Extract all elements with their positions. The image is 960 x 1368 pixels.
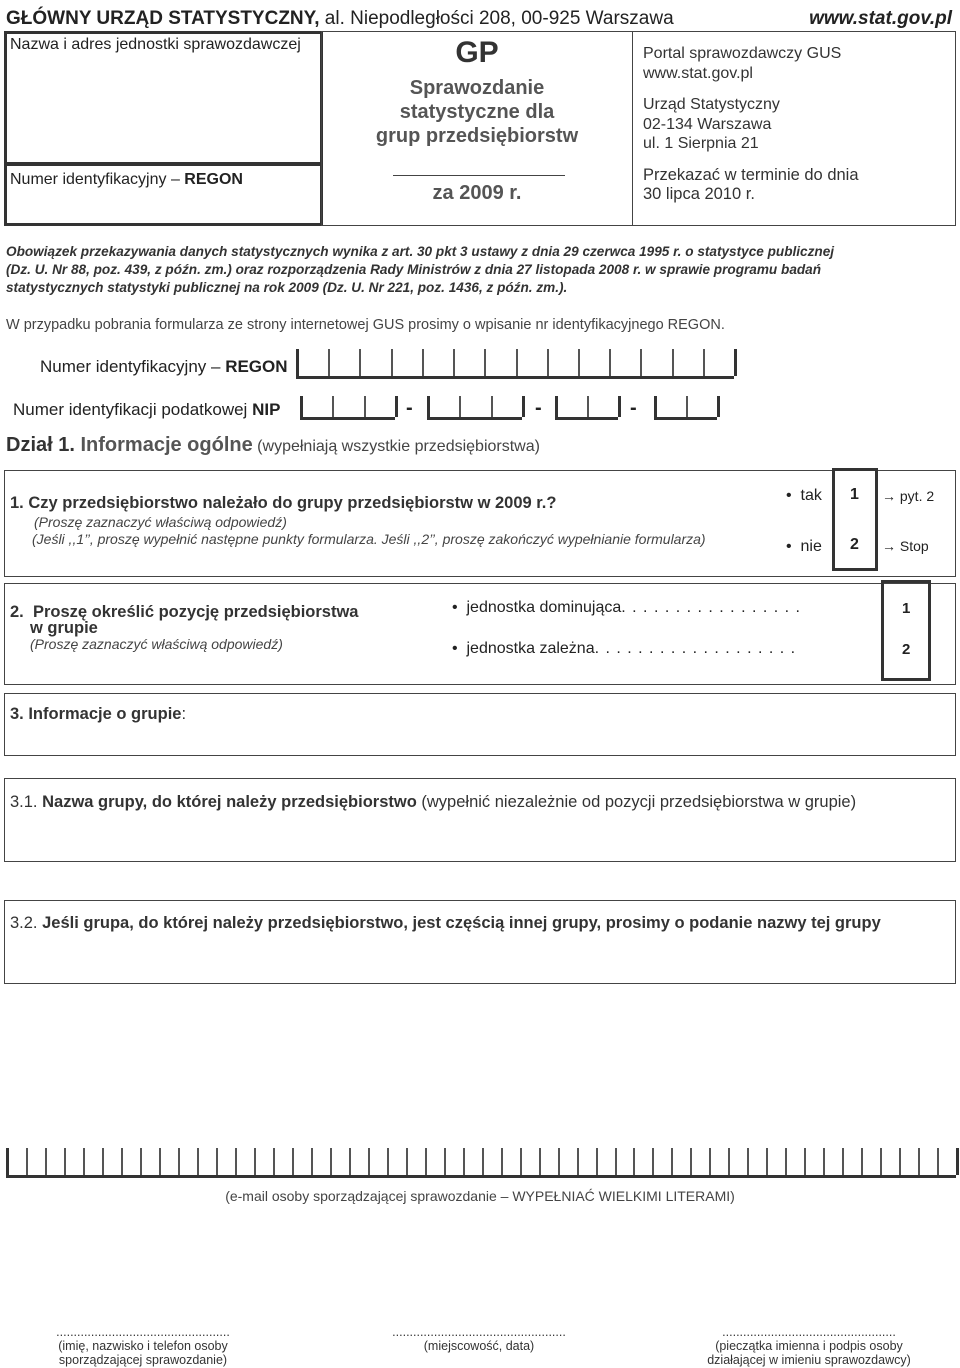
q1-opt1-next <box>882 488 934 504</box>
email-cell <box>785 1148 804 1175</box>
regon-notice: W przypadku pobrania formularza ze strony internetowej GUS prosimy o wpisanie nr identyfikacyjnego REGON. <box>6 317 725 333</box>
q3-title <box>10 705 186 724</box>
email-cell <box>577 1148 596 1175</box>
email-caption: (e-mail osoby sporządzającej sprawozdanie – WYPEŁNIAĆ WIELKIMI LITERAMI) <box>225 1188 735 1204</box>
email-cell <box>45 1148 64 1175</box>
header-office-line <box>6 8 674 30</box>
email-cell <box>823 1148 842 1175</box>
nip-cell <box>555 396 587 417</box>
regon-cell <box>547 349 578 376</box>
header-address: al. Niepodległości 208, 00-925 Warszawa <box>319 8 674 29</box>
q2-opt1-label: jednostka dominująca <box>466 599 622 616</box>
title-divider <box>393 175 565 176</box>
q1-answer-box[interactable] <box>832 468 878 571</box>
email-cell <box>880 1148 899 1175</box>
q1-opt1-code: 1 <box>850 486 859 503</box>
email-cell <box>520 1148 539 1175</box>
section-note: (wypełniają wszystkie przedsiębiorstwa) <box>252 438 540 455</box>
email-cell <box>728 1148 747 1175</box>
legal-line2: (Dz. U. Nr 88, poz. 439, z późn. zm.) oraz rozporządzenia Rady Ministrów z dnia 27 listopada 2008 r. w sprawie programu badań <box>6 262 822 277</box>
q1-opt2-label: nie <box>800 538 822 555</box>
regon-cell <box>359 349 390 376</box>
email-cell <box>235 1148 254 1175</box>
q2-title-line2: w grupie <box>30 619 98 637</box>
arrow-right-icon: → <box>882 488 896 504</box>
email-cell <box>102 1148 121 1175</box>
email-cell <box>197 1148 216 1175</box>
email-cell <box>501 1148 520 1175</box>
regon-cell <box>578 349 609 376</box>
q1-opt2-next-label: Stop <box>899 538 929 554</box>
regon-cell <box>328 349 359 376</box>
regon-row-label <box>40 357 288 377</box>
q31-box[interactable] <box>4 778 956 862</box>
nip-row-prefix: Numer identyfikacji podatkowej <box>13 400 253 419</box>
q1-opt2 <box>786 538 822 556</box>
email-cell <box>861 1148 880 1175</box>
email-cell <box>406 1148 425 1175</box>
form-period: za 2009 r. <box>432 182 522 204</box>
regon-cell <box>484 349 515 376</box>
regon-cell <box>703 349 734 376</box>
q32-title <box>10 914 881 933</box>
signature-rep-dots[interactable]: .................................................. <box>722 1325 896 1339</box>
nip-cell <box>459 396 490 417</box>
q32-num: 3.2. <box>10 914 43 932</box>
form-title <box>321 76 633 148</box>
regon-cell <box>422 349 453 376</box>
q31-num: 3.1. <box>10 793 43 811</box>
header-website: www.stat.gov.pl <box>809 8 952 29</box>
email-cell <box>899 1148 918 1175</box>
nip-dash: - <box>535 397 542 419</box>
email-cell <box>539 1148 558 1175</box>
signature-rep-caption1: (pieczątka imienna i podpis osoby <box>715 1339 903 1353</box>
q1-opt1-next-label: pyt. 2 <box>899 488 935 504</box>
q2-opt1-dots: . . . . . . . . . . . . . . . . . <box>621 599 801 616</box>
q3-title-text: 3. Informacje o grupie <box>10 705 182 723</box>
portal-info <box>643 44 859 205</box>
signature-representative <box>676 1325 942 1367</box>
nip-cell <box>491 396 522 417</box>
nip-cell <box>332 396 363 417</box>
nip-input-group4[interactable] <box>654 396 717 420</box>
portal-line3: Urząd Statystyczny <box>643 96 780 113</box>
email-cell <box>747 1148 766 1175</box>
q1-opt1-label: tak <box>800 487 822 504</box>
email-cell <box>709 1148 728 1175</box>
regon-cell <box>391 349 422 376</box>
nip-cell <box>300 396 332 417</box>
portal-line2: www.stat.gov.pl <box>643 64 753 82</box>
q1-opt2-code: 2 <box>850 536 859 553</box>
email-cell <box>83 1148 102 1175</box>
header-office: GŁÓWNY URZĄD STATYSTYCZNY, <box>6 8 320 29</box>
bullet-icon: • <box>452 599 458 616</box>
nip-row-bold: NIP <box>252 400 281 419</box>
email-cell <box>766 1148 785 1175</box>
regon-row-bold: REGON <box>225 357 288 376</box>
form-title-line2: statystyczne dla <box>399 101 555 123</box>
signature-place-dots[interactable]: .................................................. <box>392 1325 566 1339</box>
nip-input-group1[interactable] <box>300 396 395 420</box>
regon-cell <box>609 349 640 376</box>
q1-opt2-next <box>882 538 929 554</box>
unit-regon-label <box>10 171 243 189</box>
q31-note: (wypełnić niezależnie od pozycji przedsiębiorstwa w grupie) <box>416 793 857 811</box>
bullet-icon: • <box>786 487 792 504</box>
email-cell <box>671 1148 690 1175</box>
email-cell <box>292 1148 311 1175</box>
email-input[interactable] <box>6 1148 956 1178</box>
nip-dash: - <box>630 397 637 419</box>
regon-input[interactable] <box>296 349 734 379</box>
unit-regon-prefix: Numer identyfikacyjny – <box>10 171 185 188</box>
form-title-line1: Sprawozdanie <box>409 77 545 99</box>
email-cell <box>311 1148 330 1175</box>
email-cell <box>842 1148 861 1175</box>
section-title: Informacje ogólne <box>74 434 253 456</box>
q2-opt2-dots: . . . . . . . . . . . . . . . . . . . <box>594 640 797 657</box>
q2-opt2-label: jednostka zależna <box>466 640 595 657</box>
q2-opt2-code: 2 <box>902 641 911 658</box>
nip-input-group2[interactable] <box>427 396 522 420</box>
portal-line5: ul. 1 Sierpnia 21 <box>643 135 759 152</box>
email-cell <box>121 1148 140 1175</box>
legal-basis <box>6 243 958 297</box>
signature-preparer-caption1: (imię, nazwisko i telefon osoby <box>58 1339 228 1353</box>
email-cell <box>633 1148 652 1175</box>
nip-cell <box>654 396 686 417</box>
nip-cell <box>427 396 459 417</box>
regon-cell <box>453 349 484 376</box>
q31-title <box>10 793 856 812</box>
email-cell <box>64 1148 83 1175</box>
bullet-icon: • <box>452 640 458 657</box>
email-cell <box>558 1148 577 1175</box>
regon-cell <box>516 349 547 376</box>
signature-place-date <box>346 1325 612 1353</box>
regon-cell <box>672 349 703 376</box>
q32-title-text: Jeśli grupa, do której należy przedsiębiorstwo, jest częścią innej grupy, prosimy o podanie nazwy tej grupy <box>42 914 881 932</box>
q2-opt2 <box>452 640 796 658</box>
section-label: Dział 1. <box>6 434 75 456</box>
regon-row-prefix: Numer identyfikacyjny – <box>40 357 226 376</box>
nip-input-group3[interactable] <box>555 396 618 420</box>
regon-cell <box>296 349 328 376</box>
bullet-icon: • <box>786 538 792 555</box>
nip-row-label <box>13 400 280 420</box>
q2-hint: (Proszę zaznaczyć właściwą odpowiedź) <box>30 636 283 652</box>
nip-cell <box>364 396 395 417</box>
portal-line4: 02-134 Warszawa <box>643 115 772 133</box>
email-cell <box>26 1148 45 1175</box>
q32-box[interactable] <box>4 900 956 984</box>
q2-num: 2. <box>10 603 24 621</box>
email-cell <box>596 1148 615 1175</box>
email-cell <box>6 1148 26 1175</box>
q1-instruction: (Jeśli ,,1’’, proszę wypełnić następne punkty formularza. Jeśli ,,2’’, proszę zakończyć wypełnianie formularza) <box>32 531 706 547</box>
q3-colon: : <box>181 705 187 723</box>
nip-cell <box>587 396 618 417</box>
form-code: GP <box>455 36 499 69</box>
arrow-right-icon: → <box>882 538 896 554</box>
email-cell <box>216 1148 235 1175</box>
regon-cell <box>640 349 671 376</box>
form-title-line3: grup przedsiębiorstw <box>375 125 579 147</box>
email-cell <box>349 1148 368 1175</box>
q3-box[interactable] <box>4 693 956 756</box>
email-cell <box>482 1148 501 1175</box>
q31-title-text: Nazwa grupy, do której należy przedsiębiorstwo <box>42 793 417 811</box>
legal-line3: statystycznych statystyki publicznej na rok 2009 (Dz. U. Nr 221, poz. 1436, z późn. zm.). <box>6 280 568 295</box>
email-cell <box>387 1148 406 1175</box>
email-cell <box>463 1148 482 1175</box>
email-cell <box>330 1148 349 1175</box>
email-cell <box>254 1148 273 1175</box>
q2-opt1-code: 1 <box>902 600 911 617</box>
unit-regon-bold: REGON <box>184 171 243 188</box>
email-cell <box>652 1148 671 1175</box>
q2-answer-box[interactable] <box>881 580 931 681</box>
section-heading <box>6 434 540 457</box>
email-cell <box>425 1148 444 1175</box>
portal-line1: Portal sprawozdawczy GUS <box>643 45 842 62</box>
portal-line6: Przekazać w terminie do dnia <box>643 165 859 184</box>
portal-line7: 30 lipca 2010 r. <box>643 185 755 203</box>
signature-place-caption: (miejscowość, data) <box>423 1339 535 1353</box>
q2-title <box>10 604 358 636</box>
nip-cell <box>686 396 717 417</box>
q1-hint: (Proszę zaznaczyć właściwą odpowiedź) <box>34 514 287 530</box>
email-cell <box>937 1148 956 1175</box>
email-cell <box>178 1148 197 1175</box>
signature-preparer-dots[interactable]: .................................................. <box>56 1325 230 1339</box>
q1-title: 1. Czy przedsiębiorstwo należało do grupy przedsiębiorstw w 2009 r.? <box>10 494 557 512</box>
email-cell <box>368 1148 387 1175</box>
q1-opt1 <box>786 487 822 505</box>
signature-preparer-caption2: sporządzającej sprawozdanie) <box>58 1353 228 1367</box>
q2-opt1 <box>452 599 801 617</box>
legal-line1: Obowiązek przekazywania danych statystycznych wynika z art. 30 pkt 3 ustawy z dnia 29 czerwca 1995 r. o statystyce publicznej <box>6 244 835 259</box>
unit-name-label: Nazwa i adres jednostki sprawozdawczej <box>10 36 301 53</box>
email-cell <box>140 1148 159 1175</box>
email-cell <box>615 1148 634 1175</box>
email-cell <box>690 1148 709 1175</box>
email-cell <box>273 1148 292 1175</box>
email-cell <box>444 1148 463 1175</box>
q2-title-line1: Proszę określić pozycję przedsiębiorstwa <box>32 603 359 621</box>
signature-preparer <box>10 1325 276 1367</box>
email-cell <box>804 1148 823 1175</box>
nip-dash: - <box>406 397 413 419</box>
email-cell <box>159 1148 178 1175</box>
email-cell <box>918 1148 937 1175</box>
signature-rep-caption2: działającej w imieniu sprawozdawcy) <box>707 1353 911 1367</box>
